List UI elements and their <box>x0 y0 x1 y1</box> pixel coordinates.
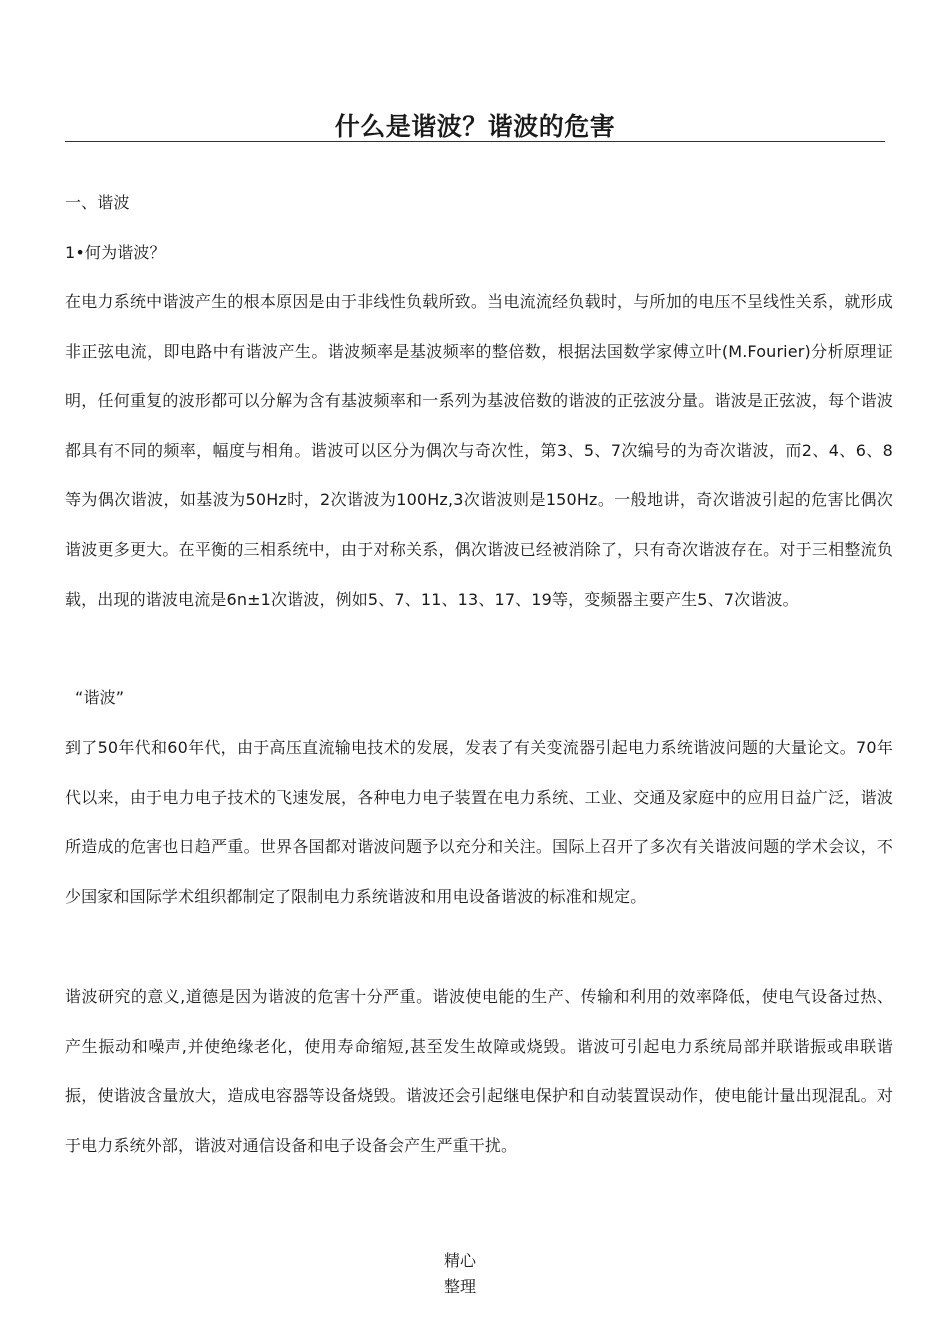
footer-note <box>0 1248 920 1300</box>
quote-label: “谐波” <box>75 688 125 707</box>
footer-line-2: 整理 <box>443 1277 476 1296</box>
title-underline <box>65 141 885 142</box>
section-heading: 一、谐波 <box>65 193 130 212</box>
footer-line-1: 精心 <box>443 1251 476 1270</box>
paragraph-history: 到了50年代和60年代，由于高压直流输电技术的发展，发表了有关变流器引起电力系统谐波问题的大量论文。70年代以来，由于电力电子技术的飞速发展，各种电力电子装置在电力系统、工业、交通及家庭中的应用日益广泛，谐波所造成的危害也日趋严重。世界各国都对谐波问题予以充分和关注。国际上召开了多次有关谐波问题的学术会议，不少国家和国际学术组织都制定了限制电力系统谐波和用电设备谐波的标准和规定。 <box>65 738 893 906</box>
subheading: 1•何为谐波？ <box>65 243 166 262</box>
page-title: 什么是谐波？谐波的危害 <box>334 112 616 141</box>
paragraph-significance: 谐波研究的意义,道德是因为谐波的危害十分严重。谐波使电能的生产、传输和利用的效率降低，使电气设备过热、产生振动和噪声,并使绝缘老化，使用寿命缩短,甚至发生故障或烧毁。谐波可引起电力系统局部并联谐振或串联谐振，使谐波含量放大，造成电容器等设备烧毁。谐波还会引起继电保护和自动装置误动作，使电能计量出现混乱。对于电力系统外部，谐波对通信设备和电子设备会产生严重干扰。 <box>65 987 893 1155</box>
paragraph-what-is-harmonic: 在电力系统中谐波产生的根本原因是由于非线性负载所致。当电流流经负载时，与所加的电压不呈线性关系，就形成非正弦电流，即电路中有谐波产生。谐波频率是基波频率的整倍数，根据法国数学家傅立叶(M.Fourier)分析原理证明，任何重复的波形都可以分解为含有基波频率和一系列为基波倍数的谐波的正弦波分量。谐波是正弦波，每个谐波都具有不同的频率，幅度与相角。谐波可以区分为偶次与奇次性，第3、5、7次编号的为奇次谐波，而2、4、6、8等为偶次谐波，如基波为50Hz时，2次谐波为100Hz,3次谐波则是150Hz。一般地讲，奇次谐波引起的危害比偶次谐波更多更大。在平衡的三相系统中，由于对称关系，偶次谐波已经被消除了，只有奇次谐波存在。对于三相整流负载，出现的谐波电流是6n±1次谐波，例如5、7、11、13、17、19等，变频器主要产生5、7次谐波。 <box>65 292 893 609</box>
